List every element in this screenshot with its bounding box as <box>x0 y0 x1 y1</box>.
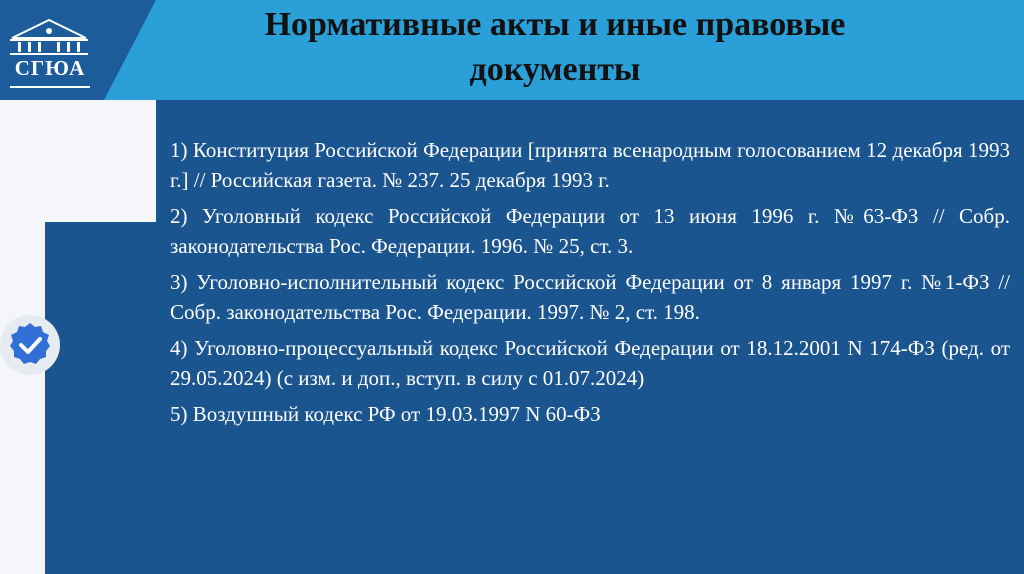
document-item: 1) Конституция Российской Федерации [принята всенародным голосованием 12 декабря 1993 г.] // Российская газета. № 237. 25 декабря 1993 г. <box>170 138 1010 192</box>
building-emblem-icon <box>8 18 90 56</box>
check-badge-icon <box>0 313 64 377</box>
document-item: 4) Уголовно-процессуальный кодекс Российской Федерации от 18.12.2001 N 174-ФЗ (ред. от 29.05.2024) (с изм. и доп., вступ. в силу с 01.07.2024) <box>170 336 1010 390</box>
logo-underline <box>10 86 90 88</box>
document-item: 2) Уголовный кодекс Российской Федерации от 13 июня 1996 г. №63-ФЗ // Собр. законодательства Рос. Федерации. 1996. № 25, ст. 3. <box>170 204 1010 258</box>
logo-wedge <box>104 0 156 100</box>
page-title: Нормативные акты и иные правовые документы <box>264 6 846 88</box>
documents-list <box>170 135 1010 435</box>
logo <box>0 0 104 100</box>
document-item: 3) Уголовно-исполнительный кодекс Российской Федерации от 8 января 1997 г. №1-ФЗ // Собр. законодательства Рос. Федерации. 1997. № 2, ст. 198. <box>170 270 1010 324</box>
logo-text: СГЮА <box>14 56 86 80</box>
document-item: 5) Воздушный кодекс РФ от 19.03.1997 N 60-ФЗ <box>170 402 601 426</box>
